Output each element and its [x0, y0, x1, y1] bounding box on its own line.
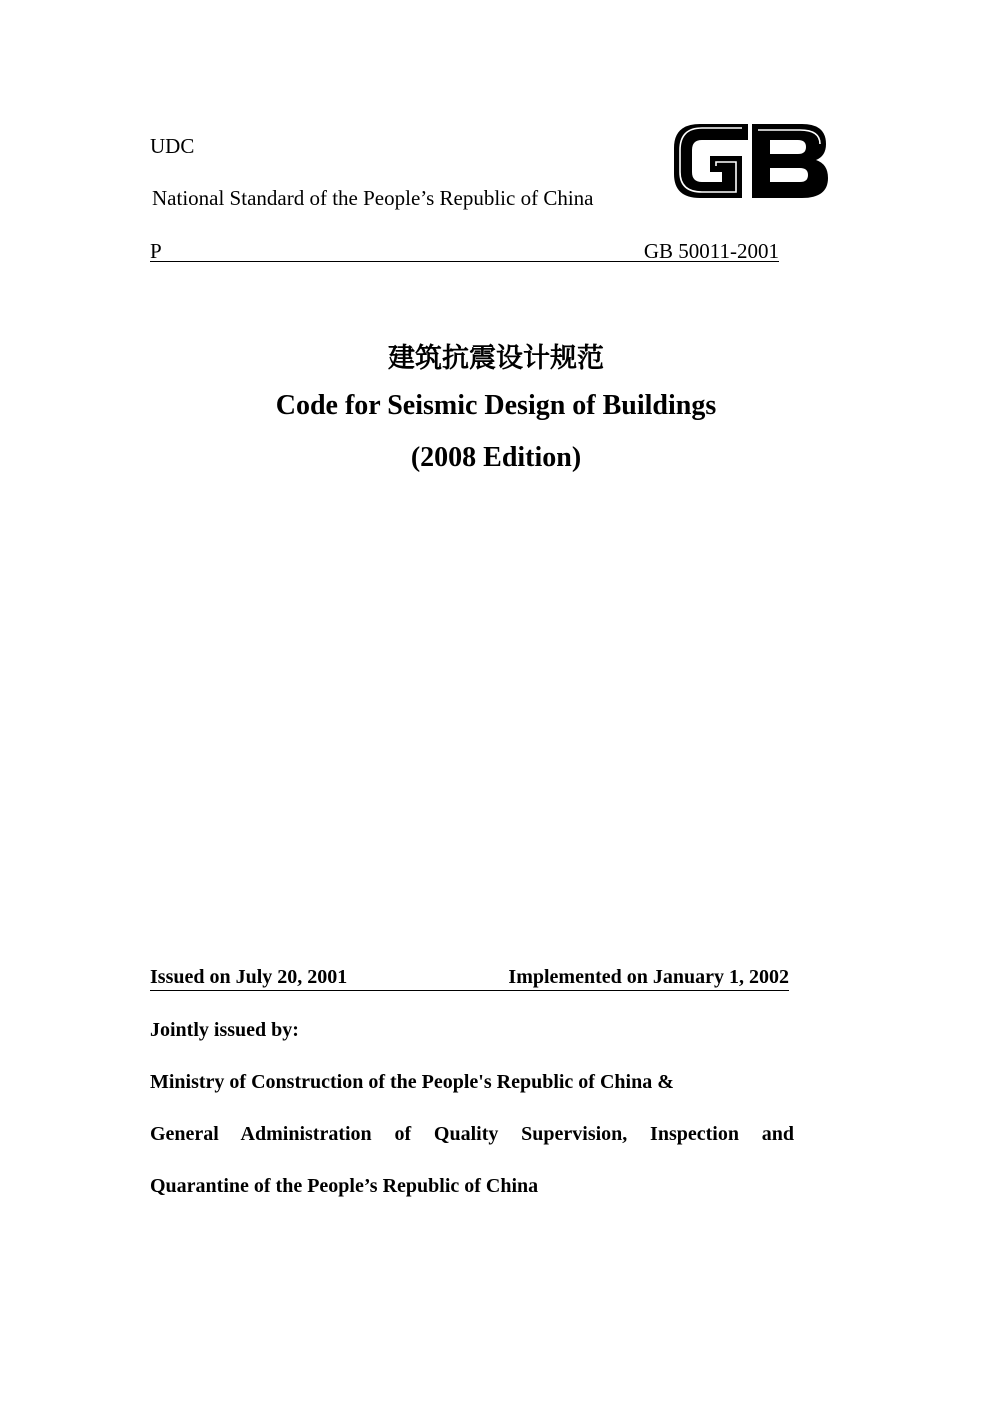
title-chinese: 建筑抗震设计规范	[388, 343, 604, 374]
classification-code: P	[150, 239, 162, 263]
issuer-line-2: General Administration of Quality Supervision, Inspection and	[150, 1123, 794, 1145]
issuer-line-1: Ministry of Construction of the People's Republic of China &	[150, 1071, 674, 1093]
issued-date: Issued on July 20, 2001	[150, 966, 348, 988]
standard-code-line	[150, 239, 779, 262]
udc-label: UDC	[150, 134, 195, 158]
issuer-line-3: Quarantine of the People’s Republic of China	[150, 1175, 539, 1197]
dates-line	[150, 966, 789, 991]
jointly-issued-label: Jointly issued by:	[150, 1019, 299, 1041]
edition-label: (2008 Edition)	[410, 442, 582, 473]
gb-logo-icon	[670, 118, 830, 204]
title-english: Code for Seismic Design of Buildings	[275, 390, 717, 421]
national-standard-label: National Standard of the People’s Republic of China	[152, 186, 594, 210]
standard-number: GB 50011-2001	[643, 239, 779, 263]
implemented-date: Implemented on January 1, 2002	[508, 966, 789, 988]
